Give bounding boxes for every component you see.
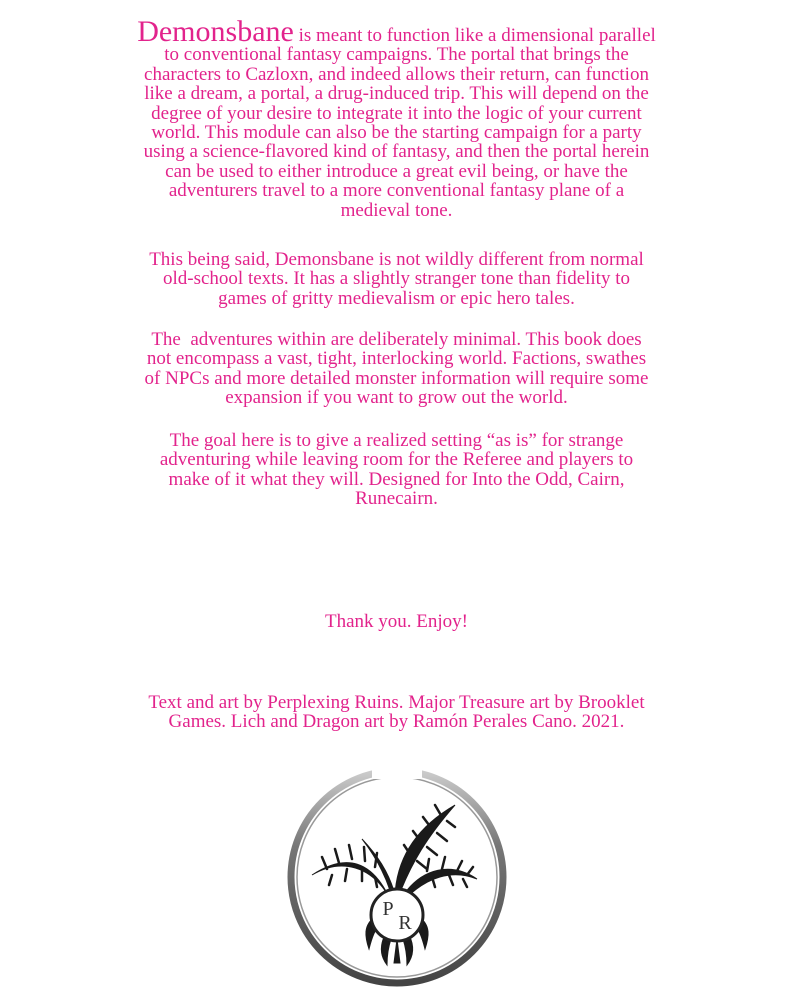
intro-paragraph — [60, 15, 733, 221]
credits — [60, 693, 733, 732]
text-line: games of gritty medievalism or epic hero tales. — [218, 287, 575, 309]
thanks-line — [60, 612, 733, 631]
intro-first-line — [60, 15, 733, 48]
text-line: degree of your desire to integrate it into the logic of your current — [151, 102, 642, 124]
text-line: to conventional fantasy campaigns. The portal that brings the — [164, 44, 629, 66]
text-line: can be used to either introduce a great evil being, or have the — [165, 160, 628, 182]
monogram-circle — [371, 889, 423, 941]
paragraph-2 — [60, 250, 733, 308]
text-line: adventurers travel to a more conventional fantasy plane of a — [168, 180, 625, 202]
credits-line: Text and art by Perplexing Ruins. Major Treasure art by Brooklet — [148, 692, 645, 713]
paragraph-3 — [60, 330, 733, 408]
monogram-r: R — [398, 912, 412, 934]
thanks-text: Thank you. Enjoy! — [324, 611, 468, 632]
text-line: medieval tone. — [340, 199, 453, 221]
text-line: like a dream, a portal, a drug-induced trip. This will depend on the — [144, 83, 649, 105]
text-line: of NPCs and more detailed monster information will require some — [144, 367, 649, 389]
text-line: The adventures within are deliberately minimal. This book does — [151, 329, 642, 350]
text-line: make of it what they will. Designed for Into the Odd, Cairn, — [168, 468, 625, 490]
text-line: expansion if you want to grow out the world. — [225, 387, 568, 409]
paragraph-4 — [60, 431, 733, 509]
text-line: The goal here is to give a realized setting “as is” for strange — [169, 430, 624, 451]
text-line: old-school texts. It has a slightly stranger tone than fidelity to — [163, 268, 630, 290]
text-line: Runecairn. — [355, 488, 438, 510]
text-line: characters to Cazloxn, and indeed allows their return, can function — [144, 63, 649, 85]
text-line: This being said, Demonsbane is not wildly different from normal — [149, 249, 644, 270]
title-word: Demonsbane — [137, 15, 294, 48]
perplexing-ruins-logo — [277, 757, 517, 989]
credits-line: Games. Lich and Dragon art by Ramón Perales Cano. 2021. — [168, 711, 625, 733]
text-line: world. This module can also be the starting campaign for a party — [151, 122, 642, 144]
text-line: adventuring while leaving room for the Referee and players to — [159, 449, 634, 471]
text-line: using a science-flavored kind of fantasy, and then the portal herein — [143, 141, 650, 163]
intro-first-line-text: is meant to function like a dimensional parallel — [293, 25, 656, 46]
monogram-p: P — [382, 898, 394, 920]
text-line: not encompass a vast, tight, interlocking world. Factions, swathes — [146, 348, 647, 370]
